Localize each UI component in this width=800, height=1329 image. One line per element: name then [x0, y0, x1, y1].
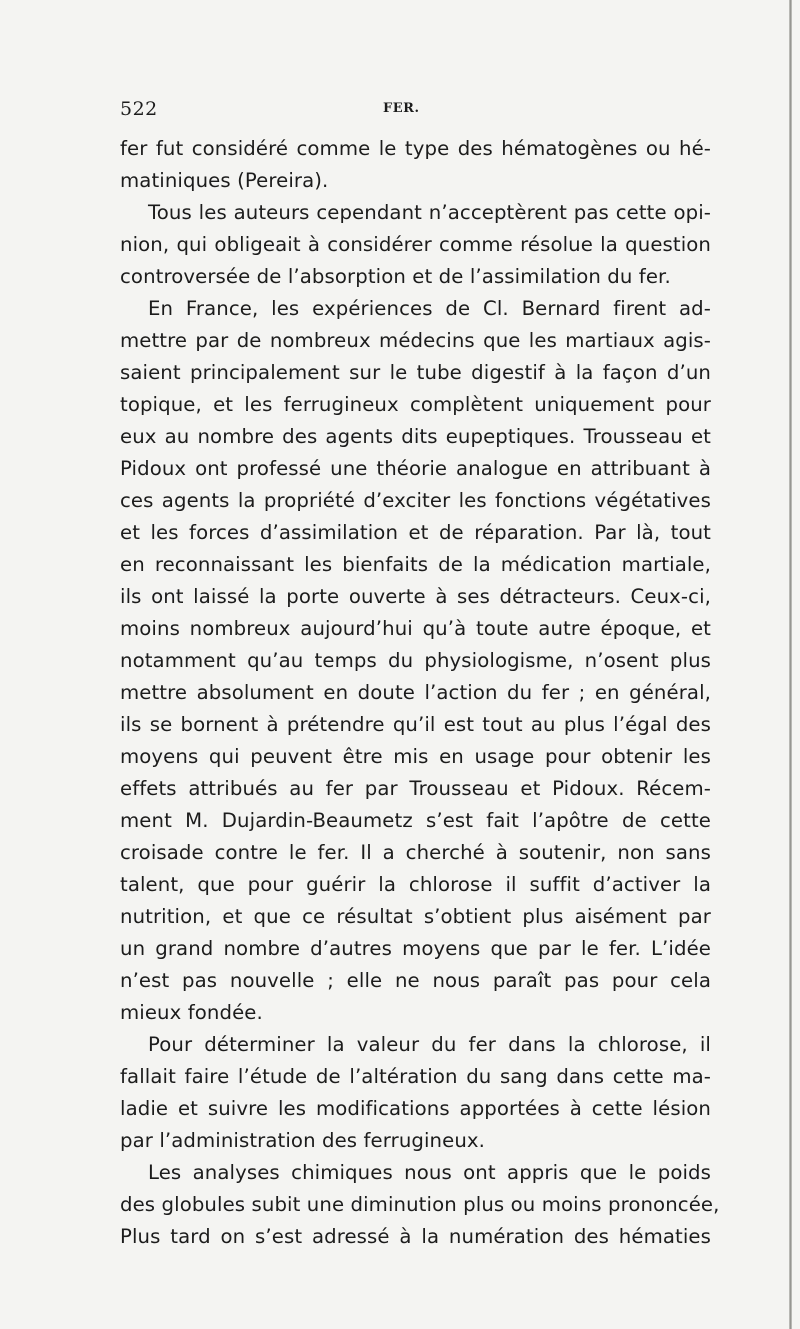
text-line: mieux fondée.: [120, 1001, 263, 1024]
text-line: notamment qu’au temps du physiologisme, n’osent plus: [120, 649, 711, 672]
text-line: par l’administration des ferrugineux.: [120, 1129, 486, 1152]
text-line: et les forces d’assimilation et de réparation. Par là, tout: [120, 521, 711, 544]
text-line: croisade contre le fer. Il a cherché à soutenir, non sans: [120, 841, 711, 864]
text-line: ils se bornent à prétendre qu’il est tout au plus l’égal des: [120, 713, 711, 736]
text-line: moyens qui peuvent être mis en usage pour obtenir les: [120, 745, 711, 768]
text-line: Les analyses chimiques nous ont appris que le poids: [148, 1161, 711, 1184]
page-number: 522: [120, 98, 158, 120]
text-line: ils ont laissé la porte ouverte à ses détracteurs. Ceux-ci,: [120, 585, 711, 608]
text-line: Plus tard on s’est adressé à la numération des hématies: [120, 1225, 711, 1248]
text-line: nion, qui obligeait à considérer comme résolue la question: [120, 233, 711, 256]
section-title: FER.: [383, 101, 420, 116]
text-line: des globules subit une diminution plus ou moins prononcée,: [120, 1193, 720, 1216]
text-line: Pour déterminer la valeur du fer dans la chlorose, il: [148, 1033, 711, 1056]
text-line: controversée de l’absorption et de l’assimilation du fer.: [120, 265, 671, 288]
text-line: ces agents la propriété d’exciter les fonctions végétatives: [120, 489, 711, 512]
running-head: [120, 98, 680, 122]
text-line: topique, et les ferrugineux complètent uniquement pour: [120, 393, 711, 416]
text-line: mettre absolument en doute l’action du fer ; en général,: [120, 681, 711, 704]
text-line: n’est pas nouvelle ; elle ne nous paraît pas pour cela: [120, 969, 711, 992]
page-edge-shadow: [789, 0, 792, 1329]
text-line: en reconnaissant les bienfaits de la médication martiale,: [120, 553, 711, 576]
text-line: fer fut considéré comme le type des hématogènes ou hé-: [120, 137, 711, 160]
text-line: ladie et suivre les modifications apportées à cette lésion: [120, 1097, 711, 1120]
text-line: Tous les auteurs cependant n’acceptèrent pas cette opi-: [148, 201, 711, 224]
text-line: saient principalement sur le tube digestif à la façon d’un: [120, 361, 711, 384]
text-line: effets attribués au fer par Trousseau et Pidoux. Récem-: [120, 777, 711, 800]
text-line: Pidoux ont professé une théorie analogue en attribuant à: [120, 457, 711, 480]
text-line: eux au nombre des agents dits eupeptiques. Trousseau et: [120, 425, 711, 448]
text-line: mettre par de nombreux médecins que les martiaux agis-: [120, 329, 711, 352]
body-text: [120, 133, 720, 1253]
text-line: matiniques (Pereira).: [120, 169, 329, 192]
text-line: ment M. Dujardin-Beaumetz s’est fait l’apôtre de cette: [120, 809, 711, 832]
text-line: un grand nombre d’autres moyens que par le fer. L’idée: [120, 937, 711, 960]
text-line: nutrition, et que ce résultat s’obtient plus aisément par: [120, 905, 711, 928]
text-line: fallait faire l’étude de l’altération du sang dans cette ma-: [120, 1065, 711, 1088]
text-line: En France, les expériences de Cl. Bernard firent ad-: [148, 297, 711, 320]
text-line: talent, que pour guérir la chlorose il suffit d’activer la: [120, 873, 711, 896]
text-line: moins nombreux aujourd’hui qu’à toute autre époque, et: [120, 617, 711, 640]
